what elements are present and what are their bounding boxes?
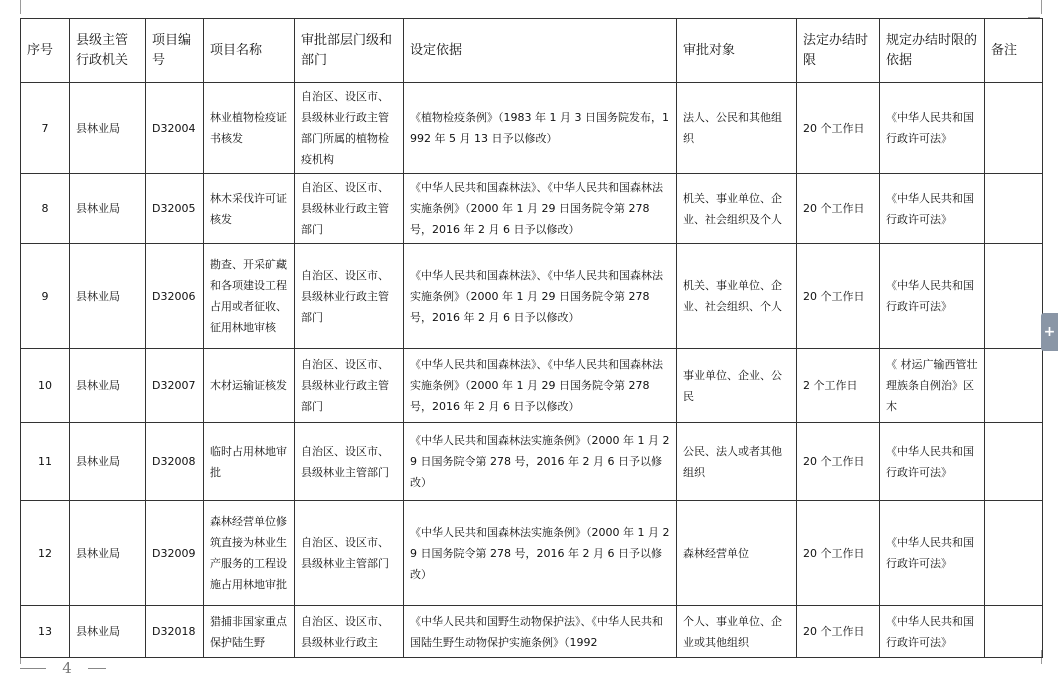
cell-remark: [985, 501, 1043, 606]
cell-dept: 自治区、设区市、县级林业行政主管部门所属的植物检疫机构: [295, 83, 404, 174]
cell-code: D32018: [146, 606, 204, 658]
cell-target: 公民、法人或者其他组织: [677, 423, 797, 501]
cell-limit: 20 个工作日: [797, 423, 880, 501]
cell-basis: 《中华人民共和国森林法实施条例》（2000 年 1 月 29 日国务院令第 278 号，2016 年 2 月 6 日予以修改）: [404, 501, 677, 606]
cell-seq: 11: [21, 423, 70, 501]
cell-dept: 自治区、设区市、县级林业主管部门: [295, 423, 404, 501]
table-row: [21, 244, 1043, 349]
cell-agency: 县林业局: [70, 423, 146, 501]
cell-limit: 20 个工作日: [797, 174, 880, 244]
cell-limit-basis: 《 材运广输西管壮理族条自例治》区木: [880, 349, 985, 423]
cell-target: 森林经营单位: [677, 501, 797, 606]
cell-remark: [985, 174, 1043, 244]
table-row: [21, 606, 1043, 658]
cell-agency: 县林业局: [70, 174, 146, 244]
approval-items-table: [20, 18, 1043, 658]
page-number: 4: [62, 659, 72, 677]
expand-panel-button[interactable]: +: [1041, 313, 1058, 351]
cell-basis: 《中华人民共和国森林法》、《中华人民共和国森林法实施条例》（2000 年 1 月 29 日国务院令第 278 号，2016 年 2 月 6 日予以修改）: [404, 349, 677, 423]
cell-name: 林业植物检疫证书核发: [204, 83, 295, 174]
table-row: [21, 501, 1043, 606]
header-basis: 设定依据: [404, 19, 677, 83]
header-agency: 县级主管行政机关: [70, 19, 146, 83]
header-code: 项目编号: [146, 19, 204, 83]
cell-seq: 7: [21, 83, 70, 174]
cell-name: 木材运输证核发: [204, 349, 295, 423]
cell-code: D32005: [146, 174, 204, 244]
table-row: [21, 349, 1043, 423]
cell-dept: 自治区、设区市、县级林业行政主管部门: [295, 349, 404, 423]
cell-code: D32007: [146, 349, 204, 423]
cell-target: 事业单位、企业、公民: [677, 349, 797, 423]
cell-basis: 《植物检疫条例》（1983 年 1 月 3 日国务院发布，1992 年 5 月 13 日予以修改）: [404, 83, 677, 174]
cell-target: 机关、事业单位、企业、社会组织及个人: [677, 174, 797, 244]
table-header-row: [21, 19, 1043, 83]
cell-target: 法人、公民和其他组织: [677, 83, 797, 174]
header-remark: 备注: [985, 19, 1043, 83]
cell-dept: 自治区、设区市、县级林业行政主管部门: [295, 174, 404, 244]
cell-target: 个人、事业单位、企业或其他组织: [677, 606, 797, 658]
cell-code: D32006: [146, 244, 204, 349]
cell-remark: [985, 83, 1043, 174]
cell-seq: 13: [21, 606, 70, 658]
footer-line: [20, 668, 46, 669]
cell-dept: 自治区、设区市、县级林业行政主: [295, 606, 404, 658]
cell-limit: 20 个工作日: [797, 244, 880, 349]
cell-code: D32008: [146, 423, 204, 501]
cell-limit-basis: 《中华人民共和国行政许可法》: [880, 606, 985, 658]
cell-remark: [985, 349, 1043, 423]
cell-limit-basis: 《中华人民共和国行政许可法》: [880, 244, 985, 349]
header-seq: 序号: [21, 19, 70, 83]
table-row: [21, 83, 1043, 174]
cell-remark: [985, 423, 1043, 501]
cell-remark: [985, 606, 1043, 658]
cell-name: 猎捕非国家重点保护陆生野: [204, 606, 295, 658]
cell-limit: 20 个工作日: [797, 606, 880, 658]
cell-target: 机关、事业单位、企业、社会组织、个人: [677, 244, 797, 349]
cell-basis: 《中华人民共和国野生动物保护法》、《中华人民共和国陆生野生动物保护实施条例》（1992: [404, 606, 677, 658]
header-target: 审批对象: [677, 19, 797, 83]
cell-dept: 自治区、设区市、县级林业行政主管部门: [295, 244, 404, 349]
cell-name: 森林经营单位修筑直接为林业生产服务的工程设施占用林地审批: [204, 501, 295, 606]
cell-dept: 自治区、设区市、县级林业主管部门: [295, 501, 404, 606]
cell-limit: 20 个工作日: [797, 83, 880, 174]
cell-name: 临时占用林地审批: [204, 423, 295, 501]
header-limit-basis: 规定办结时限的依据: [880, 19, 985, 83]
header-name: 项目名称: [204, 19, 295, 83]
cell-agency: 县林业局: [70, 501, 146, 606]
cell-basis: 《中华人民共和国森林法实施条例》（2000 年 1 月 29 日国务院令第 278 号，2016 年 2 月 6 日予以修改）: [404, 423, 677, 501]
cell-seq: 12: [21, 501, 70, 606]
cell-agency: 县林业局: [70, 244, 146, 349]
cell-seq: 9: [21, 244, 70, 349]
cell-code: D32004: [146, 83, 204, 174]
cell-limit-basis: 《中华人民共和国行政许可法》: [880, 423, 985, 501]
cell-basis: 《中华人民共和国森林法》、《中华人民共和国森林法实施条例》（2000 年 1 月 29 日国务院令第 278 号，2016 年 2 月 6 日予以修改）: [404, 244, 677, 349]
footer-line: [88, 668, 106, 669]
cell-agency: 县林业局: [70, 606, 146, 658]
cell-agency: 县林业局: [70, 83, 146, 174]
cell-code: D32009: [146, 501, 204, 606]
cell-basis: 《中华人民共和国森林法》、《中华人民共和国森林法实施条例》（2000 年 1 月 29 日国务院令第 278 号，2016 年 2 月 6 日予以修改）: [404, 174, 677, 244]
cell-name: 林木采伐许可证核发: [204, 174, 295, 244]
cell-seq: 10: [21, 349, 70, 423]
cell-limit: 2 个工作日: [797, 349, 880, 423]
cell-name: 勘查、开采矿藏和各项建设工程占用或者征收、征用林地审核: [204, 244, 295, 349]
cell-limit-basis: 《中华人民共和国行政许可法》: [880, 174, 985, 244]
crop-mark: [1041, 0, 1042, 14]
table-row: [21, 423, 1043, 501]
cell-seq: 8: [21, 174, 70, 244]
header-dept: 审批部层门级和部门: [295, 19, 404, 83]
cell-limit-basis: 《中华人民共和国行政许可法》: [880, 83, 985, 174]
cell-remark: [985, 244, 1043, 349]
cell-limit-basis: 《中华人民共和国行政许可法》: [880, 501, 985, 606]
header-limit: 法定办结时限: [797, 19, 880, 83]
crop-mark: [20, 0, 21, 14]
cell-agency: 县林业局: [70, 349, 146, 423]
cell-limit: 20 个工作日: [797, 501, 880, 606]
table-row: [21, 174, 1043, 244]
